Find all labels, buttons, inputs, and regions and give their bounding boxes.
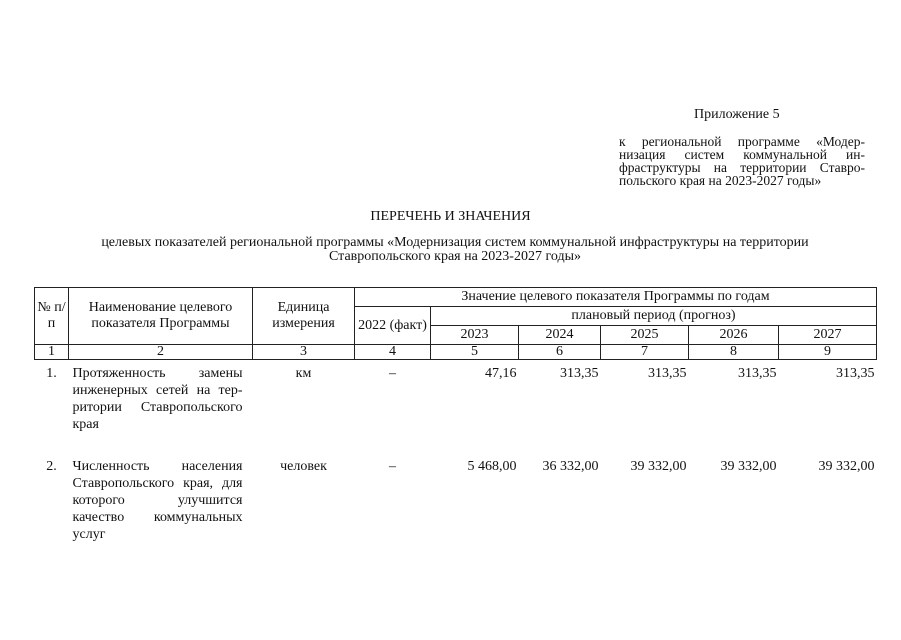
table-row	[35, 360, 877, 434]
value-2023: 5 468,00	[467, 459, 517, 474]
row-number: 2.	[46, 459, 57, 474]
column-number: 6	[519, 345, 601, 360]
fact-value: –	[389, 459, 396, 474]
header-unit: Единица измерения	[253, 288, 355, 345]
indicators-table	[34, 287, 877, 543]
header-fact: 2022 (факт)	[355, 307, 431, 345]
value-2023: 47,16	[485, 366, 517, 381]
value-2024: 36 332,00	[542, 459, 599, 474]
column-number: 1	[35, 345, 69, 360]
header-plan-group: плановый период (прогноз)	[431, 307, 877, 326]
header-year: 2026	[689, 326, 779, 345]
column-number: 3	[253, 345, 355, 360]
header-num: № п/п	[35, 288, 69, 345]
value-2027: 39 332,00	[818, 459, 875, 474]
indicator-unit: человек	[280, 459, 327, 474]
row-spacer	[35, 433, 877, 453]
value-2026: 313,35	[738, 366, 777, 381]
header-year: 2024	[519, 326, 601, 345]
indicator-name: Численность населения Ставропольского края, для которого улучшится качество коммунальных услуг	[72, 459, 243, 542]
appendix-reference: к региональной программе «Модер-низация систем коммунальной ин-фраструктуры на территории Ставро-польского края на 2023-2027 годы»	[619, 134, 865, 188]
header-year: 2025	[601, 326, 689, 345]
value-2025: 39 332,00	[630, 459, 687, 474]
document-subtitle: целевых показателей региональной программы «Модернизация систем коммунальной инфраструктуры на территории Ставропольского края на 2023-2027 годы»	[101, 235, 809, 264]
header-name: Наименование целевого показателя Программы	[69, 288, 253, 345]
column-number: 4	[355, 345, 431, 360]
value-2025: 313,35	[648, 366, 687, 381]
column-number: 9	[779, 345, 877, 360]
value-2024: 313,35	[560, 366, 599, 381]
header-values-group: Значение целевого показателя Программы по годам	[355, 288, 877, 307]
appendix-title: Приложение 5	[694, 107, 780, 122]
table-row	[35, 453, 877, 543]
column-numbers-row	[35, 345, 877, 360]
row-number: 1.	[46, 366, 57, 381]
header-year: 2023	[431, 326, 519, 345]
indicator-name: Протяженность замены инженерных сетей на тер-ритории Ставропольского края	[72, 366, 243, 432]
header-year: 2027	[779, 326, 877, 345]
fact-value: –	[389, 366, 396, 381]
document-title: ПЕРЕЧЕНЬ И ЗНАЧЕНИЯ	[370, 209, 531, 224]
indicator-unit: км	[295, 366, 312, 381]
column-number: 2	[69, 345, 253, 360]
column-number: 8	[689, 345, 779, 360]
column-number: 7	[601, 345, 689, 360]
value-2026: 39 332,00	[720, 459, 777, 474]
value-2027: 313,35	[836, 366, 875, 381]
column-number: 5	[431, 345, 519, 360]
